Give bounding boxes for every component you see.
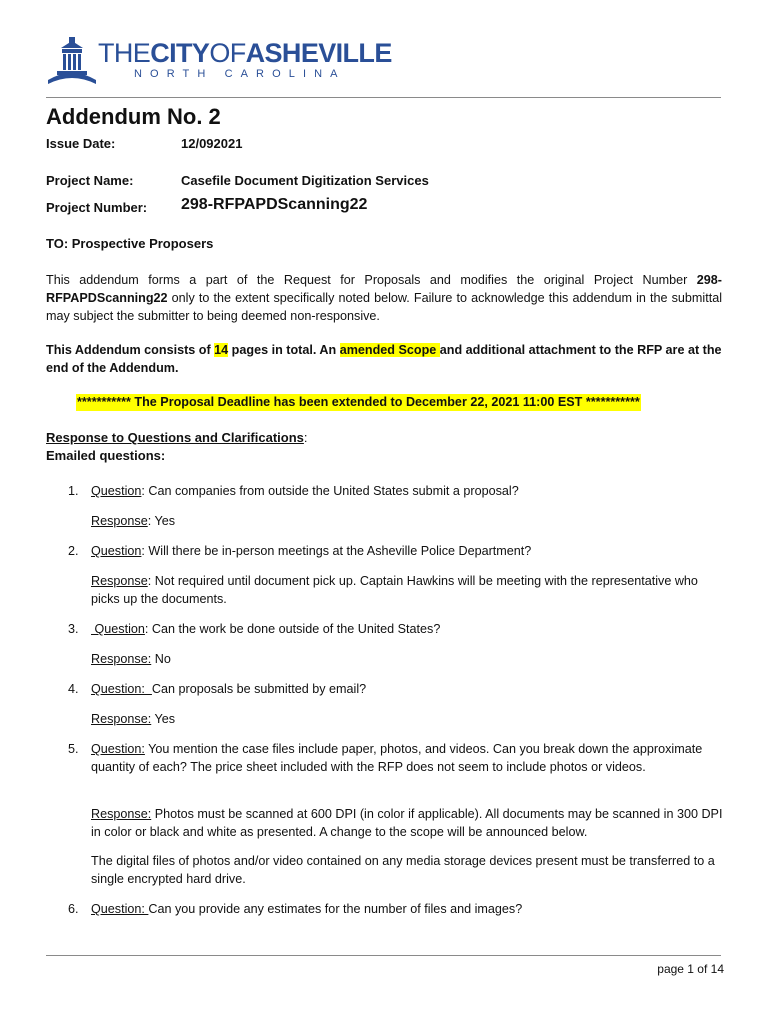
question-2 [91,542,723,560]
logo-wordmark [98,38,392,68]
addendum-scope-paragraph [46,341,722,377]
question-label: Question: [91,902,149,916]
intro-project-number: 298-RFPAPDScanning22 [46,273,722,305]
logo-state: NORTH CAROLINA [134,68,346,80]
consists-text-a: This Addendum consists of [46,343,215,357]
consists-text-c: and additional attachment to the RFP are at the end of the Addendum. [46,343,722,375]
question-label: Question: [91,682,152,696]
response-label: Response: [91,712,152,726]
response-heading-text: Response to Questions and Clarifications [46,430,304,445]
question-6 [91,900,723,918]
emailed-questions-label: Emailed questions: [46,448,166,463]
logo-of: OF [209,38,246,68]
question-label: Question [91,484,142,498]
question-text: Can you provide any estimates for the number of files and images? [148,902,523,916]
response-1 [91,512,723,530]
deadline-notice: *********** The Proposal Deadline has been extended to December 22, 2021 11:00 EST *********** [77,395,640,409]
addressee: TO: Prospective Proposers [46,236,214,251]
footer-divider [46,955,721,956]
response-4 [91,710,723,728]
response-heading-colon: : [303,430,308,445]
question-5 [91,740,723,776]
response-text: Photos must be scanned at 600 DPI (in color if applicable). All documents may be scanned in 300 DPI in color or black and white as presented. A change to the scope will be announced below. [91,807,723,839]
logo-city: CITY [150,38,210,68]
response-text: Yes [151,712,176,726]
question-text: : Will there be in-person meetings at the Asheville Police Department? [141,544,532,558]
intro-text-a: This addendum forms a part of the Request for Proposals and modifies the original Project Number [46,273,697,287]
question-number: 1. [68,484,79,498]
consists-text-b: pages in total. An [228,343,340,357]
header-divider [46,97,721,98]
response-text: No [151,652,171,666]
project-name-value: Casefile Document Digitization Services [181,173,429,188]
consists-pages: 14 [214,343,229,357]
question-number: 3. [68,622,79,636]
intro-paragraph [46,271,722,325]
intro-text-c: only to the extent specifically noted below. Failure to acknowledge this addendum in the submittal may subject the submitter to being deemed non-responsive. [46,291,722,323]
consists-scope: amended Scope [339,343,440,357]
response-section-heading [46,429,308,465]
page-number: page 1 of 14 [657,962,724,976]
question-text: Can proposals be submitted by email? [151,682,367,696]
city-hall-logo-icon [47,36,97,86]
response-text: : Yes [147,514,176,528]
project-name-label: Project Name: [46,173,134,188]
question-number: 6. [68,902,79,916]
project-number-value: 298-RFPAPDScanning22 [181,196,368,213]
question-4 [91,680,723,698]
issue-date-label: Issue Date: [46,136,116,151]
question-number: 4. [68,682,79,696]
response-5 [91,805,723,841]
response-label: Response [91,574,148,588]
response-label: Response: [91,807,152,821]
response-3 [91,650,723,668]
question-label: Question [91,544,142,558]
question-1 [91,482,723,500]
question-text: : Can companies from outside the United States submit a proposal? [141,484,519,498]
response-5-extra: The digital files of photos and/or video contained on any media storage devices present must be transferred to a single encrypted hard drive. [91,854,715,886]
logo-the: THE [98,38,151,68]
issue-date-value: 12/092021 [181,136,243,151]
page-title: Addendum No. 2 [46,104,221,129]
question-3 [91,620,723,638]
question-text: : Can the work be done outside of the United States? [144,622,441,636]
question-label: Question: [91,742,145,756]
response-text: : Not required until document pick up. Captain Hawkins will be meeting with the representative who picks up the documents. [91,574,698,606]
response-label: Response [91,514,148,528]
logo-asheville: ASHEVILLE [245,38,392,68]
question-number: 2. [68,544,79,558]
question-text: You mention the case files include paper, photos, and videos. Can you break down the approximate quantity of each? The price sheet included with the RFP does not seem to include photos or videos. [91,742,703,774]
project-number-label: Project Number: [46,200,148,215]
question-label: Question [91,622,145,636]
question-number: 5. [68,742,79,756]
response-label: Response: [91,652,152,666]
response-2 [91,572,723,608]
